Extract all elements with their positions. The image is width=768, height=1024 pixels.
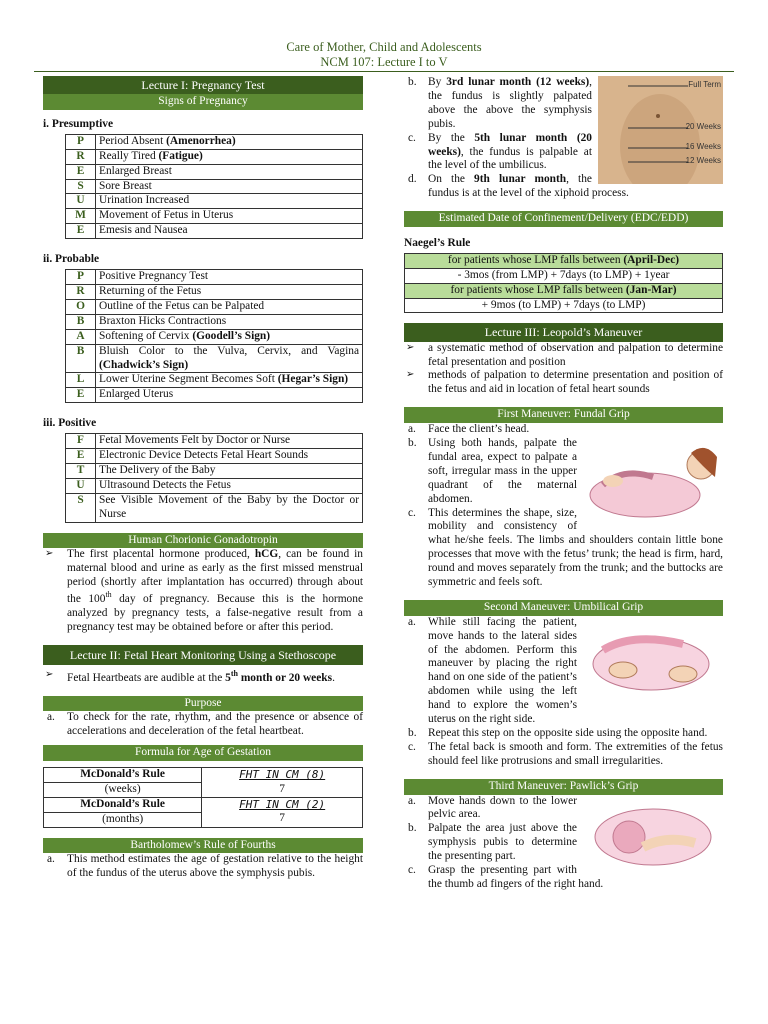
- mnemonic-row: [66, 134, 363, 149]
- formula-heading: Formula for Age of Gestation: [43, 745, 363, 761]
- fht-denominator: 7: [202, 812, 363, 827]
- mnemonic-row: [66, 270, 363, 285]
- mnemonic-letter: E: [66, 224, 96, 239]
- fetal-heartbeat-note: ➢ Fetal Heartbeats are audible at the 5th month or 20 weeks.: [43, 669, 363, 686]
- second-maneuver-heading: Second Maneuver: Umbilical Grip: [404, 600, 723, 616]
- mnemonic-text: Movement of Fetus in Uterus: [96, 209, 363, 224]
- mnemonic-row: [66, 434, 363, 449]
- third-maneuver-list: [404, 795, 723, 892]
- mnemonic-text: Outline of the Fetus can be Palpated: [96, 299, 363, 314]
- first-maneuver-list: [404, 423, 723, 590]
- hcg-paragraph: ➢ The first placental hormone produced, hCG, can be found in maternal blood and urine as early as the first missed menstrual period (shortly after implantation has occurred) through about the 100th day of pregnancy. Because this is the hormone analyzed by pregnancy tests, a false-negative result from a pregnancy test may be obtained before or after this period.: [43, 548, 363, 634]
- mnemonic-text: Sore Breast: [96, 179, 363, 194]
- mnemonic-text: Enlarged Breast: [96, 164, 363, 179]
- positive-heading: iii. Positive: [43, 417, 97, 430]
- third-maneuver-item: c. Grasp the presenting part with the thumb ad fingers of the right hand.: [408, 864, 604, 890]
- mnemonic-letter: R: [66, 149, 96, 164]
- mnemonic-text: Really Tired (Fatigue): [96, 149, 363, 164]
- 16-weeks-label: 16 Weeks: [685, 142, 721, 151]
- naegel-row-jan-mar: for patients whose LMP falls between (Jan-Mar): [405, 283, 723, 298]
- mnemonic-row: [66, 329, 363, 344]
- full-term-label: Full Term: [688, 80, 721, 89]
- fht-denominator: 7: [202, 782, 363, 797]
- mnemonic-letter: O: [66, 299, 96, 314]
- course-title: Care of Mother, Child and Adolescents: [286, 40, 482, 54]
- mnemonic-text: Softening of Cervix (Goodell’s Sign): [96, 329, 363, 344]
- mcdonald-unit: (months): [44, 812, 202, 827]
- purpose-list: [43, 711, 363, 739]
- mnemonic-letter: S: [66, 493, 96, 522]
- mnemonic-letter: M: [66, 209, 96, 224]
- mnemonic-row: [66, 463, 363, 478]
- mnemonic-letter: L: [66, 373, 96, 388]
- naegel-table: [404, 253, 723, 314]
- third-maneuver-heading: Third Maneuver: Pawlick’s Grip: [404, 779, 723, 795]
- positive-table: [65, 433, 363, 522]
- presumptive-table: [65, 134, 363, 239]
- mnemonic-letter: U: [66, 194, 96, 209]
- mnemonic-letter: S: [66, 179, 96, 194]
- bartholomew-item: b. By 3rd lunar month (12 weeks), the fundus is slightly palpated above the above the symphysis pubis.: [408, 76, 593, 130]
- mnemonic-letter: B: [66, 344, 96, 373]
- bartholomew-item: c. By the 5th lunar month (20 weeks), the fundus is palpable at the level of the umbilicus.: [408, 131, 592, 172]
- naegel-formula-1: - 3mos (from LMP) + 7days (to LMP) + 1year: [405, 268, 723, 283]
- probable-table: [65, 269, 363, 403]
- mnemonic-row: [66, 224, 363, 239]
- probable-heading: ii. Probable: [43, 253, 100, 266]
- mnemonic-text: Positive Pregnancy Test: [96, 270, 363, 285]
- lecture2-title: Lecture II: Fetal Heart Monitoring Using a Stethoscope: [43, 645, 363, 665]
- mnemonic-letter: T: [66, 463, 96, 478]
- mnemonic-row: [66, 449, 363, 464]
- presumptive-heading: i. Presumptive: [43, 117, 114, 130]
- mnemonic-row: [66, 299, 363, 314]
- hcg-heading: Human Chorionic Gonadotropin: [43, 533, 363, 549]
- 12-weeks-label: 12 Weeks: [685, 156, 721, 165]
- mnemonic-text: Fetal Movements Felt by Doctor or Nurse: [96, 434, 363, 449]
- purpose-item: a. To check for the rate, rhythm, and the presence or absence of accelerations and deceleration of the fetal heartbeat.: [47, 711, 363, 738]
- naegel-rule-heading: Naegel’s Rule: [404, 236, 471, 249]
- hcg-list: [43, 548, 363, 634]
- mnemonic-row: [66, 388, 363, 403]
- 20-weeks-label: 20 Weeks: [685, 122, 721, 131]
- mnemonic-letter: A: [66, 329, 96, 344]
- first-maneuver-heading: First Maneuver: Fundal Grip: [404, 407, 723, 423]
- leopold-bullets: [404, 342, 723, 398]
- mnemonic-row: [66, 149, 363, 164]
- leopold-bullet: ➢ methods of palpation to determine presentation and position of the fetus and aid in location of fetal heart sounds: [404, 369, 723, 397]
- mnemonic-text: Enlarged Uterus: [96, 388, 363, 403]
- mnemonic-text: Bluish Color to the Vulva, Cervix, and Vagina (Chadwick’s Sign): [96, 344, 363, 373]
- lecture1-title: Lecture I: Pregnancy Test: [43, 76, 363, 94]
- mnemonic-row: [66, 493, 363, 522]
- naegel-row-april-dec: for patients whose LMP falls between (April-Dec): [405, 253, 723, 268]
- mnemonic-letter: R: [66, 285, 96, 300]
- mnemonic-letter: P: [66, 134, 96, 149]
- first-maneuver-item: b. Using both hands, palpate the fundal area, expect to palpate a soft, irregular mass in the upper quadrant of the maternal abdomen.: [408, 436, 577, 505]
- mnemonic-text: The Delivery of the Baby: [96, 463, 363, 478]
- mnemonic-row: [66, 194, 363, 209]
- third-maneuver-item: a. Move hands down to the lower pelvic area.: [408, 794, 577, 821]
- mnemonic-text: Lower Uterine Segment Becomes Soft (Hegar’s Sign): [96, 373, 363, 388]
- mnemonic-letter: E: [66, 164, 96, 179]
- fht-numerator: FHT IN CM (8): [202, 767, 363, 782]
- second-maneuver-item: c. The fetal back is smooth and form. The extremities of the fetus should feel like protrusions and small irregularities.: [408, 740, 723, 767]
- mnemonic-row: [66, 179, 363, 194]
- mnemonic-letter: E: [66, 449, 96, 464]
- mcdonald-table: [43, 767, 363, 828]
- mnemonic-row: [66, 373, 363, 388]
- first-maneuver-item: a. Face the client’s head.: [408, 423, 530, 436]
- lecture3-title: Lecture III: Leopold’s Maneuver: [404, 323, 723, 341]
- course-subtitle: NCM 107: Lecture I to V: [34, 55, 734, 72]
- mnemonic-row: [66, 285, 363, 300]
- mcdonald-unit: (weeks): [44, 782, 202, 797]
- bartholomew-item: d. On the 9th lunar month, the fundus is at the level of the xiphoid process.: [408, 173, 629, 200]
- mnemonic-text: Returning of the Fetus: [96, 285, 363, 300]
- right-column: [404, 76, 723, 892]
- bartholomew-heading: Bartholomew’s Rule of Fourths: [43, 838, 363, 854]
- mnemonic-letter: U: [66, 478, 96, 493]
- first-maneuver-item: c. This determines the shape, size, mobility and consistency of what he/she feels. The limbs and shoulders contain little bone processes that move with the fetus’ trunk; the head is firm, hard, round and moves separately from the trunk; and the buttocks are symmetric and feels soft.: [408, 506, 723, 589]
- leopold-bullet: ➢ a systematic method of observation and palpation to determine fetal presentation and position: [404, 342, 723, 370]
- lecture2-list: [43, 669, 363, 686]
- mnemonic-row: [66, 209, 363, 224]
- mnemonic-letter: F: [66, 434, 96, 449]
- mcdonald-rule-label: McDonald’s Rule: [44, 797, 202, 812]
- document-header: [0, 40, 768, 72]
- mnemonic-letter: E: [66, 388, 96, 403]
- left-column: [43, 76, 363, 881]
- bartholomew-list-a: [43, 853, 363, 881]
- mnemonic-letter: B: [66, 314, 96, 329]
- second-maneuver-item: a. While still facing the patient, move hands to the lateral sides of the abdomen. Perform this maneuver by placing the right hand on one side of the patient’s abdomen while using the left hand to explore the women’s uterus on the right side.: [408, 615, 577, 726]
- mnemonic-text: Ultrasound Detects the Fetus: [96, 478, 363, 493]
- mnemonic-text: Emesis and Nausea: [96, 224, 363, 239]
- mnemonic-text: Braxton Hicks Contractions: [96, 314, 363, 329]
- naegel-formula-2: + 9mos (to LMP) + 7days (to LMP): [405, 298, 723, 313]
- mnemonic-text: Period Absent (Amenorrhea): [96, 134, 363, 149]
- third-maneuver-item: b. Palpate the area just above the symphysis pubis to determine the presenting part.: [408, 822, 577, 863]
- purpose-heading: Purpose: [43, 696, 363, 712]
- mnemonic-letter: P: [66, 270, 96, 285]
- bartholomew-item-a: a. This method estimates the age of gestation relative to the height of the fundus of the uterus above the symphysis pubis.: [47, 853, 363, 880]
- mnemonic-row: [66, 164, 363, 179]
- mcdonald-rule-label: McDonald’s Rule: [44, 767, 202, 782]
- fht-numerator: FHT IN CM (2): [202, 797, 363, 812]
- mnemonic-text: Electronic Device Detects Fetal Heart Sounds: [96, 449, 363, 464]
- edc-heading: Estimated Date of Confinement/Delivery (EDC/EDD): [404, 211, 723, 227]
- mnemonic-row: [66, 344, 363, 373]
- mnemonic-row: [66, 314, 363, 329]
- mnemonic-text: See Visible Movement of the Baby by the Doctor or Nurse: [96, 493, 363, 522]
- second-maneuver-list: [404, 616, 723, 769]
- bartholomew-list: [404, 76, 723, 201]
- second-maneuver-item: b. Repeat this step on the opposite side using the opposite hand.: [408, 726, 708, 739]
- signs-of-pregnancy-heading: Signs of Pregnancy: [43, 94, 363, 110]
- mnemonic-row: [66, 478, 363, 493]
- mnemonic-text: Urination Increased: [96, 194, 363, 209]
